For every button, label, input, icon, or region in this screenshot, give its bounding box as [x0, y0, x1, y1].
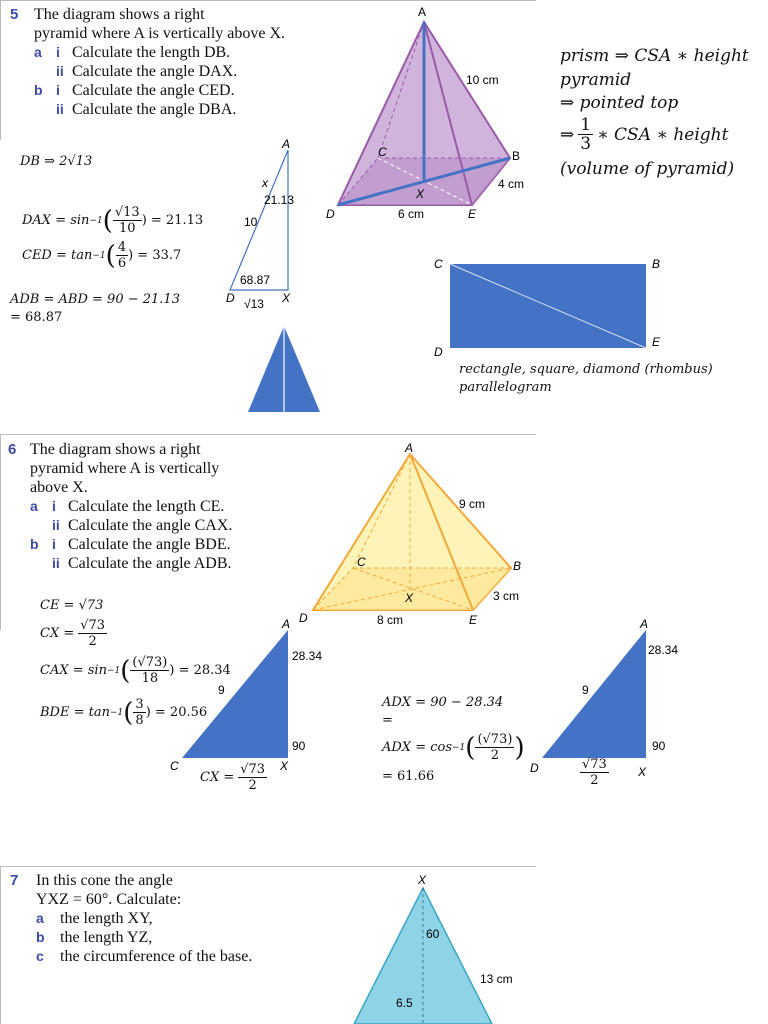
label6-d: D: [299, 611, 308, 625]
ced-num: 4: [117, 240, 127, 255]
tri2-label-d: D: [530, 761, 539, 775]
label6-a: A: [405, 441, 414, 455]
tri1-label-x: X: [280, 759, 289, 773]
label-e: E: [468, 207, 477, 221]
note-frac-num: 1: [580, 115, 592, 135]
q7-line1: In this cone the angle: [36, 872, 173, 889]
note-frac-den: 3: [580, 134, 592, 154]
q7-part-a: the length XY,: [60, 910, 153, 927]
q6-cax-working: CAX = sin −1 ( $\frac{(√73)}{18}$ ) = 28.34: [40, 655, 231, 686]
dax-num: √13: [114, 205, 140, 220]
tri1-cx-num: √73: [240, 762, 266, 777]
q5-part-a-i: Calculate the length DB.: [72, 44, 231, 61]
q6-part-i-label-2: i: [52, 536, 56, 552]
q5-note-fraction: [560, 116, 728, 153]
label-a: A: [418, 5, 427, 19]
q6-intro-line1: The diagram shows a right: [30, 441, 201, 458]
cax-den: 18: [141, 671, 159, 686]
adx3-num: (√73): [477, 732, 513, 747]
tri-angle-top: 21.13: [264, 193, 295, 207]
q5-part-i-label-2: i: [56, 82, 60, 98]
q7-cone-diagram: [340, 870, 540, 1024]
q6-part-i-label: i: [52, 498, 56, 514]
cax-lhs: CAX = sin: [40, 663, 107, 678]
rect-label-e: E: [652, 335, 661, 349]
cone-half: 6.5: [396, 996, 413, 1010]
ced-den: 6: [117, 256, 127, 271]
q5-note-line3: ⇒ pointed top: [560, 93, 679, 113]
tri-label-a: A: [282, 138, 291, 151]
q5-part-i-label: i: [56, 44, 60, 60]
tri1-angle-top: 28.34: [292, 649, 323, 663]
tri2-shape: [542, 630, 646, 758]
q6-intro-line2: pyramid where A is vertically: [30, 460, 220, 477]
cone-slant: 13 cm: [480, 972, 513, 986]
q7-part-c-label: c: [36, 948, 44, 964]
q5-note-line1: prism ⇒ CSA ∗ height: [560, 46, 749, 66]
label-be: 4 cm: [498, 177, 525, 191]
rect-label-b: B: [652, 257, 661, 271]
bde-den: 8: [135, 713, 144, 728]
note-frac-post: ∗ CSA ∗ height: [597, 124, 729, 145]
tri2-hyp: 9: [582, 683, 589, 697]
sketch-triangle: [230, 150, 288, 290]
dax-lhs: DAX = sin: [22, 213, 90, 228]
tri2-base-num: √73: [582, 757, 607, 772]
q6-number: 6: [8, 441, 17, 458]
tri2-base-den: 2: [590, 773, 599, 788]
q5-intro-line1: The diagram shows a right: [34, 6, 205, 23]
q7-part-b-label: b: [36, 929, 45, 945]
q5-pyramid-diagram: [320, 0, 540, 225]
label-b: B: [512, 149, 521, 163]
bde-rhs: ) = 20.56: [145, 705, 208, 720]
note-frac-pre: ⇒: [560, 124, 575, 145]
rect-label-d: D: [434, 345, 443, 359]
q6-triangle-adx: [522, 614, 702, 784]
tri1-label-a: A: [282, 617, 291, 631]
q6-tri2-base: [580, 757, 609, 788]
label6-e: E: [469, 613, 478, 627]
tri1-shape: [182, 630, 288, 758]
q5-db-working: DB ⇒ 2√13: [20, 154, 93, 169]
q5-part-b-i: Calculate the angle CED.: [72, 82, 235, 99]
tri1-cx-lhs: CX =: [200, 770, 235, 785]
tri1-label-c: C: [170, 759, 179, 773]
tri-base: √13: [244, 297, 264, 311]
tri-label-d: D: [226, 291, 235, 305]
label-d: D: [326, 207, 335, 221]
q5-dax-working: DAX = sin −1 ( $\frac{√13}{10}$ ) = 21.13: [22, 205, 204, 236]
adx3-lhs: ADX = cos: [382, 740, 453, 755]
label6-be: 3 cm: [493, 589, 520, 603]
tri-label-x-angle: x: [262, 176, 268, 190]
q5-number: 5: [10, 6, 19, 23]
q6-tri1-base: [200, 762, 267, 793]
q6-adx-line4: = 61.66: [382, 769, 435, 784]
q5-part-ii-label-2: ii: [56, 101, 64, 117]
q7-part-a-label: a: [36, 910, 44, 926]
tri2-right: 90: [652, 739, 666, 753]
cone-angle: 60: [426, 927, 440, 941]
label6-b: B: [513, 559, 522, 573]
q6-adx-line1: ADX = 90 − 28.34: [382, 695, 504, 710]
q6-pyramid-diagram: [295, 440, 535, 630]
q6-adx-line2: =: [382, 713, 393, 728]
q6-part-b-ii: Calculate the angle ADB.: [68, 555, 232, 572]
tri-angle-bottom: 68.87: [240, 273, 271, 287]
q5-part-ii-label: ii: [56, 63, 64, 79]
q5-adb-line1: ADB = ABD = 90 − 21.13: [10, 292, 180, 307]
tri1-hyp: 9: [218, 683, 225, 697]
q7-part-c: the circumference of the base.: [60, 948, 253, 965]
tri1-right: 90: [292, 739, 306, 753]
q7-number: 7: [10, 872, 19, 889]
q6-part-ii-label-2: ii: [52, 555, 60, 571]
q5-part-b-label: b: [34, 82, 43, 98]
q6-cx-working: [40, 618, 107, 649]
q7-line2: YXZ = 60°. Calculate:: [36, 891, 182, 908]
q5-intro-line2: pyramid where A is vertically above X.: [34, 25, 286, 42]
q6-adx-line3: ADX = cos −1 ( $\frac{(√73)}{2}$ ): [382, 732, 525, 763]
label-edge: 10 cm: [466, 73, 499, 87]
q5-triangle-sketch: [220, 138, 320, 313]
q6-part-b-i: Calculate the angle BDE.: [68, 536, 231, 553]
adx3-den: 2: [490, 748, 500, 763]
q5-rectangle-diagram: [428, 252, 678, 362]
tri-hyp: 10: [244, 215, 258, 229]
rect-label-c: C: [434, 257, 443, 271]
q5-part-b-ii: Calculate the angle DBA.: [72, 101, 237, 118]
q6-intro-line3: above X.: [30, 479, 88, 496]
label6-c: C: [357, 555, 366, 569]
tri2-angle-top: 28.34: [648, 643, 679, 657]
q5-part-a-label: a: [34, 44, 42, 60]
q6-part-a-i: Calculate the length CE.: [68, 498, 225, 515]
label-de: 6 cm: [398, 207, 425, 221]
q6-ce-working: CE = √73: [40, 598, 104, 613]
q7-part-b: the length YZ,: [60, 929, 153, 946]
ced-lhs: CED = tan: [22, 248, 93, 263]
q6-part-ii-label: ii: [52, 517, 60, 533]
label6-edge: 9 cm: [459, 497, 486, 511]
q6-bde-working: BDE = tan −1 ( $\frac{3}{8}$ ) = 20.56: [40, 697, 208, 728]
q5-ced-working: CED = tan −1 ( $\frac{4}{6}$ ) = 33.7: [22, 240, 182, 271]
ced-rhs: ) = 33.7: [128, 248, 182, 263]
cone-label-x: X: [418, 873, 427, 887]
tri2-label-x: X: [638, 765, 647, 779]
q5-note-line2: pyramid: [560, 70, 632, 90]
bde-lhs: BDE = tan: [40, 705, 110, 720]
q5-blue-triangle: [246, 324, 322, 414]
q5-adb-line2: = 68.87: [10, 310, 63, 325]
q6-part-a-ii: Calculate the angle CAX.: [68, 517, 233, 534]
label-c: C: [378, 145, 387, 159]
cx-num: √73: [80, 618, 106, 633]
q5-rect-caption2: parallelogram: [459, 380, 552, 395]
cax-rhs: ) = 28.34: [169, 663, 231, 678]
q5-part-a-ii: Calculate the angle DAX.: [72, 63, 238, 80]
tri-label-xpt: X: [282, 291, 291, 305]
q5-rect-caption1: rectangle, square, diamond (rhombus): [459, 362, 713, 377]
dax-den: 10: [119, 221, 136, 236]
q5-note-line5: (volume of pyramid): [560, 159, 735, 179]
cax-num: (√73): [132, 655, 168, 670]
label6-x: X: [405, 591, 414, 605]
bde-num: 3: [135, 697, 144, 712]
tri1-cx-den: 2: [248, 778, 257, 793]
label-x: X: [416, 187, 425, 201]
q6-part-a-label: a: [30, 498, 38, 514]
label6-de: 8 cm: [377, 613, 404, 627]
tri2-label-a: A: [640, 617, 649, 631]
cx-lhs: CX =: [40, 626, 75, 641]
dax-rhs: ) = 21.13: [141, 213, 204, 228]
cx-den: 2: [88, 634, 97, 649]
q6-part-b-label: b: [30, 536, 39, 552]
